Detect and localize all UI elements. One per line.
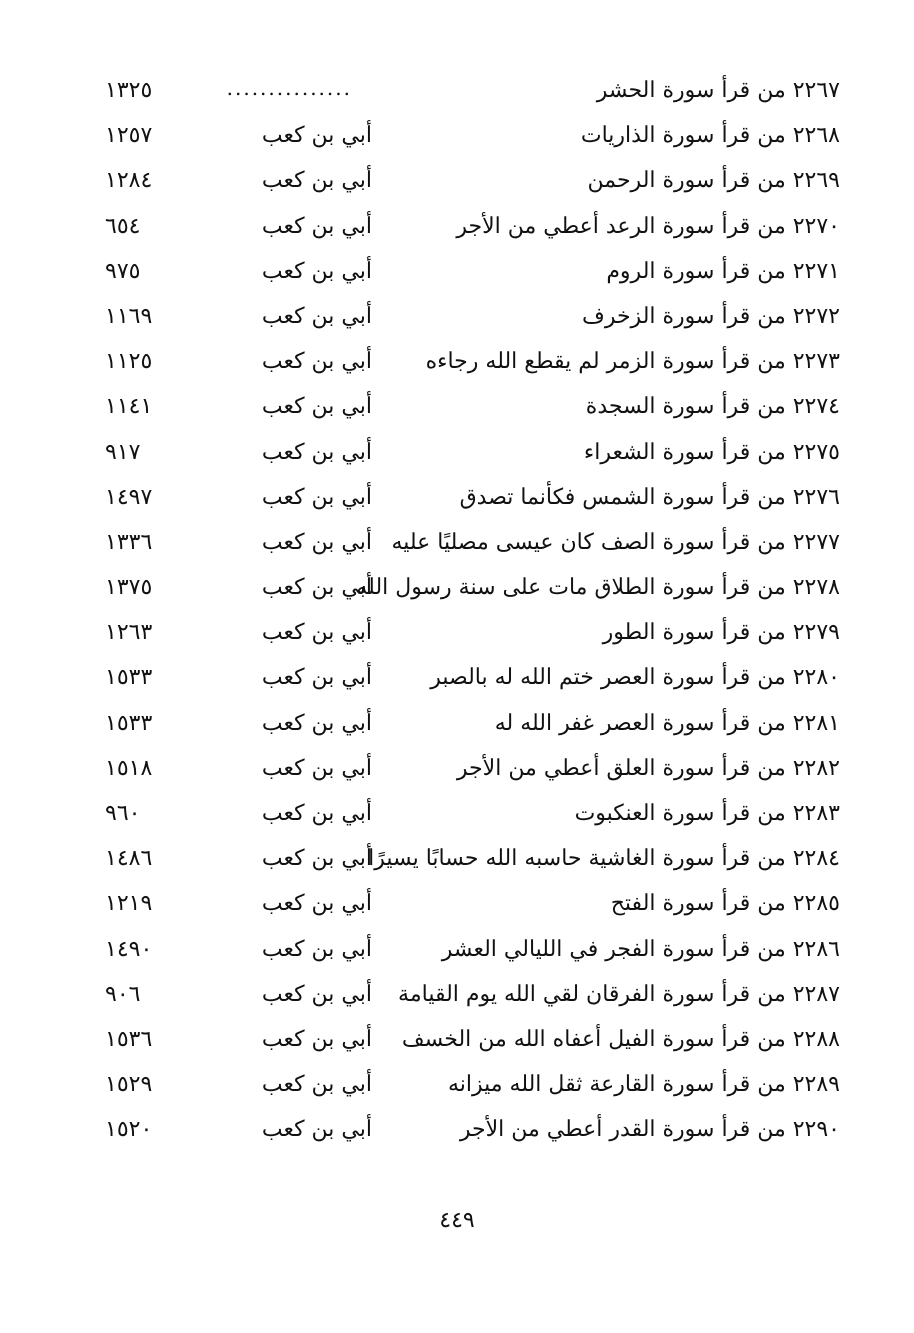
entry-text: ٢٢٧٠ من قرأ سورة الرعد أعطي من الأجر: [456, 213, 840, 239]
entry-page-ref: ١٢٨٤: [105, 168, 153, 194]
index-entry: [95, 343, 840, 388]
entry-page-ref: ١٤٩٧: [105, 484, 153, 510]
entry-narrator: أبي بن كعب: [261, 439, 372, 465]
entry-text: ٢٢٨٩ من قرأ سورة القارعة ثقل الله ميزانه: [447, 1072, 840, 1098]
entry-page-ref: ٩٧٥: [105, 258, 141, 284]
entry-page-ref: ١٤٨٦: [105, 846, 153, 872]
index-entry: [95, 1066, 840, 1111]
entry-page-ref: ١٥٢٩: [105, 1072, 153, 1098]
entry-text: ٢٢٧١ من قرأ سورة الروم: [606, 258, 840, 284]
index-entry: [95, 976, 840, 1021]
entry-narrator: أبي بن كعب: [261, 755, 372, 781]
entry-text: ٢٢٨٢ من قرأ سورة العلق أعطي من الأجر: [456, 755, 840, 781]
entry-text: ٢٢٨٥ من قرأ سورة الفتح: [610, 891, 840, 917]
entry-text: ٢٢٦٩ من قرأ سورة الرحمن: [587, 168, 840, 194]
entry-narrator: أبي بن كعب: [261, 575, 372, 601]
entry-page-ref: ١٥٢٠: [105, 1117, 153, 1143]
entry-page-ref: ١٣٣٦: [105, 529, 153, 555]
entry-narrator: أبي بن كعب: [261, 665, 372, 691]
entry-narrator: أبي بن كعب: [261, 620, 372, 646]
entry-page-ref: ١٥٣٦: [105, 1026, 153, 1052]
entry-narrator: أبي بن كعب: [261, 258, 372, 284]
index-entry: [95, 208, 840, 253]
entry-text: ٢٢٧٢ من قرأ سورة الزخرف: [582, 303, 840, 329]
index-entry: [95, 117, 840, 162]
index-entry: [95, 524, 840, 569]
entry-narrator: أبي بن كعب: [261, 394, 372, 420]
entry-page-ref: ١٢١٩: [105, 891, 153, 917]
index-entry: [95, 479, 840, 524]
entry-text: ٢٢٦٨ من قرأ سورة الذاريات: [580, 123, 840, 149]
index-entry: [95, 614, 840, 659]
index-entry: [95, 1111, 840, 1156]
index-entry: [95, 885, 840, 930]
index-entry: [95, 298, 840, 343]
entry-text: ٢٢٨١ من قرأ سورة العصر غفر الله له: [494, 710, 840, 736]
entry-page-ref: ١١٤١: [105, 394, 153, 420]
entry-text: ٢٢٨٤ من قرأ سورة الغاشية حاسبه الله حسابًا يسيرًا: [368, 846, 840, 872]
entry-text: ٢٢٨٣ من قرأ سورة العنكبوت: [574, 801, 840, 826]
entry-narrator: أبي بن كعب: [261, 936, 372, 962]
entry-text: ٢٢٧٦ من قرأ سورة الشمس فكأنما تصدق: [459, 484, 840, 510]
entry-narrator: أبي بن كعب: [261, 303, 372, 329]
entry-dots: ...............: [226, 76, 352, 100]
index-entry: [95, 162, 840, 207]
entry-text: ٢٢٨٠ من قرأ سورة العصر ختم الله له بالصبر: [430, 665, 840, 691]
index-entry: [95, 931, 840, 976]
entry-page-ref: ١١٢٥: [105, 349, 153, 375]
index-entry: [95, 659, 840, 704]
entry-text: ٢٢٧٨ من قرأ سورة الطلاق مات على سنة رسول الله: [356, 575, 840, 601]
entry-text: ٢٢٦٧ من قرأ سورة الحشر: [596, 78, 840, 103]
entry-page-ref: ١٣٢٥: [105, 78, 153, 103]
index-entry: [95, 840, 840, 885]
entry-page-ref: ١٥٣٣: [105, 710, 153, 736]
entry-text: ٢٢٧٣ من قرأ سورة الزمر لم يقطع الله رجاءه: [425, 349, 840, 375]
index-entry: [95, 72, 840, 117]
index-entry: [95, 388, 840, 433]
entry-page-ref: ٩١٧: [105, 439, 141, 465]
entry-narrator: أبي بن كعب: [261, 1072, 372, 1098]
entry-narrator: أبي بن كعب: [261, 801, 372, 826]
index-entry: [95, 1021, 840, 1066]
entry-page-ref: ١٤٩٠: [105, 936, 153, 962]
entry-page-ref: ١٥٣٣: [105, 665, 153, 691]
entry-narrator: أبي بن كعب: [261, 529, 372, 555]
entry-page-ref: ٩٦٠: [105, 801, 141, 826]
entry-narrator: أبي بن كعب: [261, 891, 372, 917]
entry-text: ٢٢٨٧ من قرأ سورة الفرقان لقي الله يوم القيامة: [398, 981, 840, 1007]
index-entry: [95, 750, 840, 795]
index-entry: [95, 434, 840, 479]
entry-narrator: أبي بن كعب: [261, 168, 372, 194]
entry-page-ref: ١٥١٨: [105, 755, 153, 781]
entry-text: ٢٢٨٦ من قرأ سورة الفجر في الليالي العشر: [441, 936, 840, 962]
entry-narrator: أبي بن كعب: [261, 846, 372, 872]
entry-page-ref: ٦٥٤: [105, 213, 141, 239]
entry-narrator: أبي بن كعب: [261, 349, 372, 375]
index-entry: [95, 569, 840, 614]
entry-text: ٢٢٩٠ من قرأ سورة القدر أعطي من الأجر: [459, 1117, 840, 1143]
page-number: ٤٤٩: [439, 1208, 475, 1233]
entry-text: ٢٢٧٤ من قرأ سورة السجدة: [585, 394, 840, 420]
index-entry: [95, 795, 840, 840]
entry-page-ref: ١١٦٩: [105, 303, 153, 329]
entry-narrator: أبي بن كعب: [261, 1117, 372, 1143]
entry-narrator: أبي بن كعب: [261, 1026, 372, 1052]
entry-text: ٢٢٧٧ من قرأ سورة الصف كان عيسى مصليًا عليه: [391, 529, 840, 555]
entry-narrator: أبي بن كعب: [261, 123, 372, 149]
entry-narrator: أبي بن كعب: [261, 981, 372, 1007]
index-entry: [95, 253, 840, 298]
entry-narrator: أبي بن كعب: [261, 710, 372, 736]
entry-page-ref: ١٣٧٥: [105, 575, 153, 601]
entry-page-ref: ٩٠٦: [105, 981, 141, 1007]
entry-text: ٢٢٧٩ من قرأ سورة الطور: [602, 620, 840, 646]
entry-page-ref: ١٢٥٧: [105, 123, 153, 149]
entry-narrator: أبي بن كعب: [261, 213, 372, 239]
index-entries: [95, 72, 840, 1157]
entry-text: ٢٢٨٨ من قرأ سورة الفيل أعفاه الله من الخسف: [401, 1026, 840, 1052]
entry-narrator: أبي بن كعب: [261, 484, 372, 510]
entry-text: ٢٢٧٥ من قرأ سورة الشعراء: [583, 439, 840, 465]
index-entry: [95, 705, 840, 750]
entry-page-ref: ١٢٦٣: [105, 620, 153, 646]
